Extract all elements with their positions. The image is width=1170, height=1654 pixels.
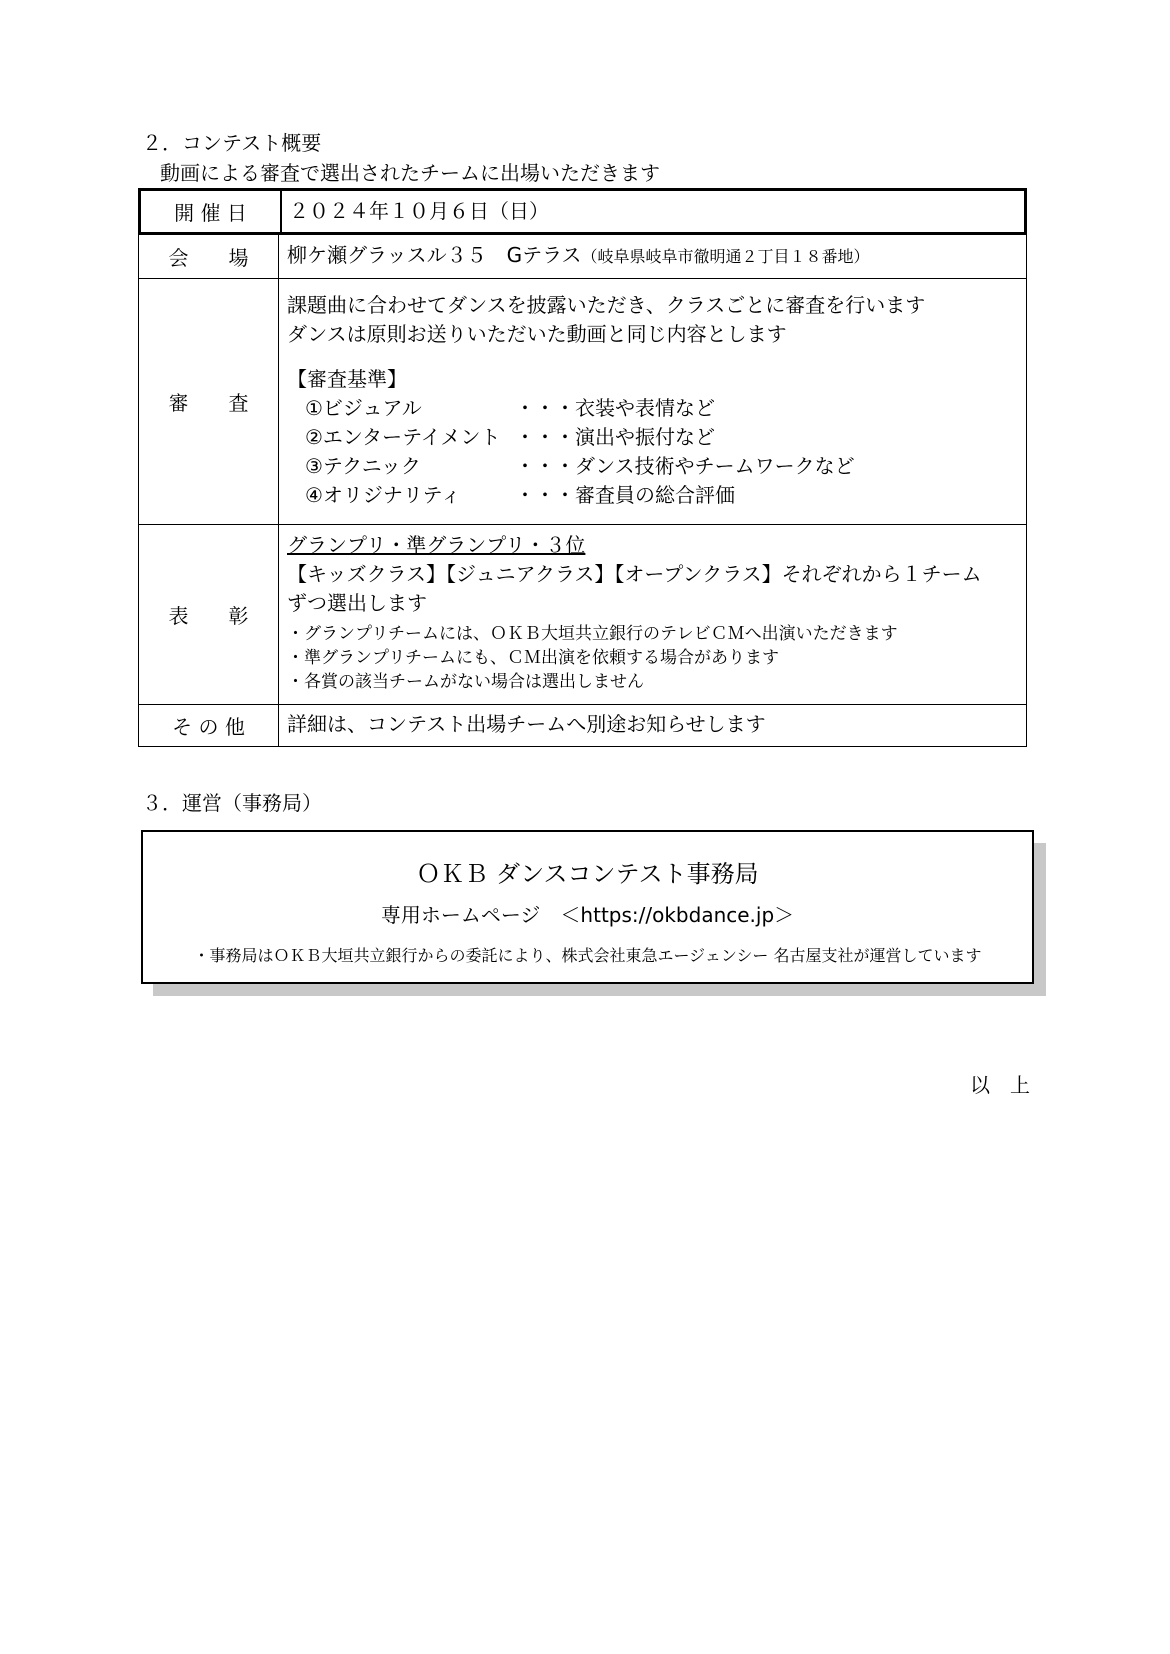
office-website: 専用ホームページ ＜https://okbdance.jp＞	[380, 903, 795, 927]
venue-label: 会 場	[139, 235, 279, 278]
section-2-subheading: 動画による審査で選出されたチームに出場いただきます	[160, 161, 660, 185]
criteria-name: ①ビジュアル	[305, 396, 422, 420]
date-row	[138, 188, 1027, 235]
award-label: 表 彰	[139, 525, 279, 704]
criteria-item	[305, 423, 1020, 452]
award-note: ・各賞の該当チームがない場合は選出しません	[287, 672, 644, 692]
review-line-1: 課題曲に合わせてダンスを披露いただき、クラスごとに審査を行います	[287, 293, 926, 317]
date-value: ２０２４年１０月６日（日）	[289, 199, 549, 223]
award-classes: 【キッズクラス】【ジュニアクラス】【オープンクラス】それぞれから１チーム	[287, 562, 982, 586]
award-note: ・準グランプリチームにも、ＣＭ出演を依頼する場合があります	[287, 648, 779, 668]
review-row	[138, 279, 1027, 525]
closing-text: 以 上	[970, 1073, 1030, 1097]
section-3-heading: ３．運営（事務局）	[142, 791, 322, 815]
award-note: ・グランプリチームには、ＯＫＢ大垣共立銀行のテレビＣＭへ出演いただきます	[287, 624, 898, 644]
criteria-name: ④オリジナリティ	[305, 483, 461, 507]
criteria-desc: ・・・衣装や表情など	[515, 396, 715, 420]
other-value: 詳細は、コンテスト出場チームへ別途お知らせします	[287, 712, 766, 736]
criteria-name: ③テクニック	[305, 454, 421, 478]
criteria-desc: ・・・演出や振付など	[515, 425, 715, 449]
criteria-item	[305, 481, 1020, 510]
venue-name: 柳ケ瀬グラッスル３５ Gテラス	[287, 243, 582, 267]
criteria-item	[305, 452, 1020, 481]
award-row	[138, 525, 1027, 705]
award-prizes: グランプリ・準グランプリ・３位	[287, 533, 586, 557]
criteria-heading: 【審査基準】	[287, 367, 407, 391]
venue-value	[287, 241, 1020, 278]
criteria-desc: ・・・ダンス技術やチームワークなど	[515, 454, 855, 478]
venue-row	[138, 235, 1027, 279]
criteria-list	[305, 394, 1020, 510]
office-note: ・事務局はＯＫＢ大垣共立銀行からの委託により、株式会社東急エージェンシー 名古屋支社が運営しています	[193, 946, 982, 965]
criteria-item	[305, 394, 1020, 423]
venue-address: （岐阜県岐阜市徹明通２丁目１８番地）	[581, 247, 870, 266]
review-content	[287, 291, 1020, 524]
award-selection: ずつ選出します	[287, 591, 427, 615]
section-2-heading: ２．コンテスト概要	[142, 131, 322, 155]
review-label: 審 査	[139, 279, 279, 524]
review-line-2: ダンスは原則お送りいただいた動画と同じ内容とします	[287, 322, 787, 346]
other-label: そ の 他	[139, 705, 279, 746]
criteria-name: ②エンターテイメント	[305, 425, 501, 449]
office-info-box	[141, 830, 1034, 984]
date-label: 開 催 日	[141, 191, 282, 232]
criteria-desc: ・・・審査員の総合評価	[515, 483, 735, 507]
award-content	[287, 531, 1020, 704]
office-name: ＯＫＢ ダンスコンテスト事務局	[416, 860, 759, 888]
other-row	[138, 705, 1027, 747]
